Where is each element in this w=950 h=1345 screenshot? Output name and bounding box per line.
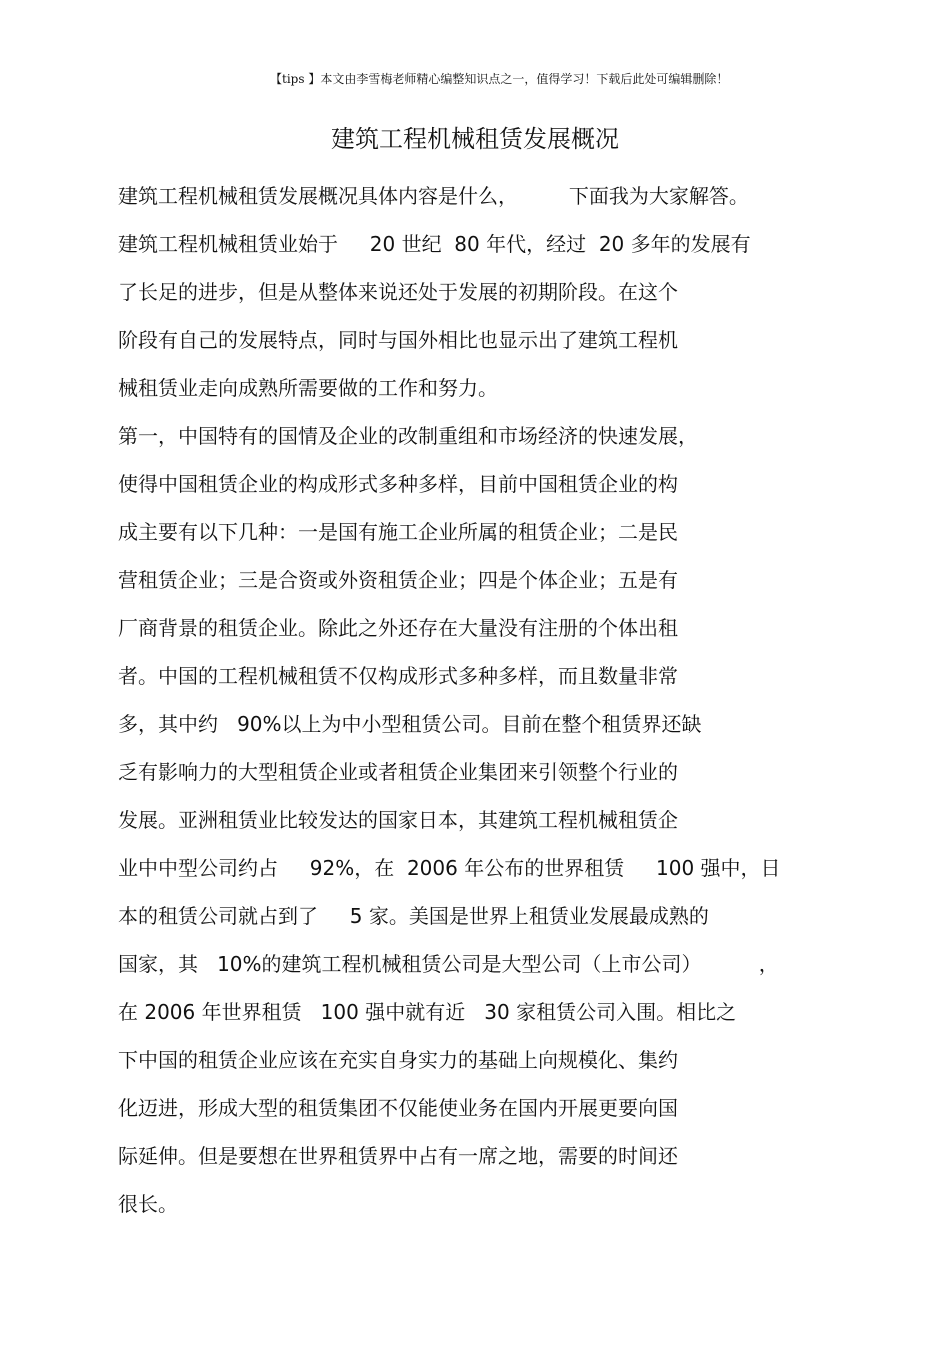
body-line: 厂商背景的租赁企业。除此之外还存在大量没有注册的个体出租	[118, 616, 678, 640]
body-line: 了长足的进步，但是从整体来说还处于发展的初期阶段。在这个	[118, 280, 678, 304]
body-line: 化迈进，形成大型的租赁集团不仅能使业务在国内开展更要向国	[118, 1096, 678, 1120]
body-line: 本的租赁公司就占到了 5 家。美国是世界上租赁业发展最成熟的	[118, 904, 709, 928]
body-line: 使得中国租赁企业的构成形式多种多样，目前中国租赁企业的构	[118, 472, 678, 496]
body-line: 业中中型公司约占 92%，在 2006 年公布的世界租赁 100 强中，日	[118, 856, 781, 880]
body-line: 建筑工程机械租赁业始于 20 世纪 80 年代，经过 20 多年的发展有	[118, 232, 751, 256]
body-line: 乏有影响力的大型租赁企业或者租赁企业集团来引领整个行业的	[118, 760, 678, 784]
body-line: 多，其中约 90%以上为中小型租赁公司。目前在整个租赁界还缺	[118, 712, 702, 736]
body-line: 在 2006 年世界租赁 100 强中就有近 30 家租赁公司入围。相比之	[118, 1000, 737, 1024]
body-line: 下中国的租赁企业应该在充实自身实力的基础上向规模化、集约	[118, 1048, 678, 1072]
body-line: 营租赁企业；三是合资或外资租赁企业；四是个体企业；五是有	[118, 568, 678, 592]
body-line: 械租赁业走向成熟所需要做的工作和努力。	[118, 376, 498, 400]
body-line: 际延伸。但是要想在世界租赁界中占有一席之地，需要的时间还	[118, 1144, 678, 1168]
body-line: 阶段有自己的发展特点，同时与国外相比也显示出了建筑工程机	[118, 328, 678, 352]
body-line: 发展。亚洲租赁业比较发达的国家日本，其建筑工程机械租赁企	[118, 808, 678, 832]
body-line: 者。中国的工程机械租赁不仅构成形式多种多样，而且数量非常	[118, 664, 678, 688]
document-title: 建筑工程机械租赁发展概况	[331, 125, 619, 153]
tips-header: 【tips 】本文由李雪梅老师精心编整知识点之一，值得学习！下载后此处可编辑删除！	[270, 72, 729, 86]
body-line: 很长。	[118, 1192, 178, 1216]
body-line: 建筑工程机械租赁发展概况具体内容是什么， 下面我为大家解答。	[118, 184, 749, 208]
body-line: 第一，中国特有的国情及企业的改制重组和市场经济的快速发展，	[118, 424, 698, 448]
document-body	[118, 178, 838, 1234]
body-line: 成主要有以下几种：一是国有施工企业所属的租赁企业；二是民	[118, 520, 678, 544]
body-line: 国家，其 10%的建筑工程机械租赁公司是大型公司（上市公司） ，	[118, 952, 779, 976]
